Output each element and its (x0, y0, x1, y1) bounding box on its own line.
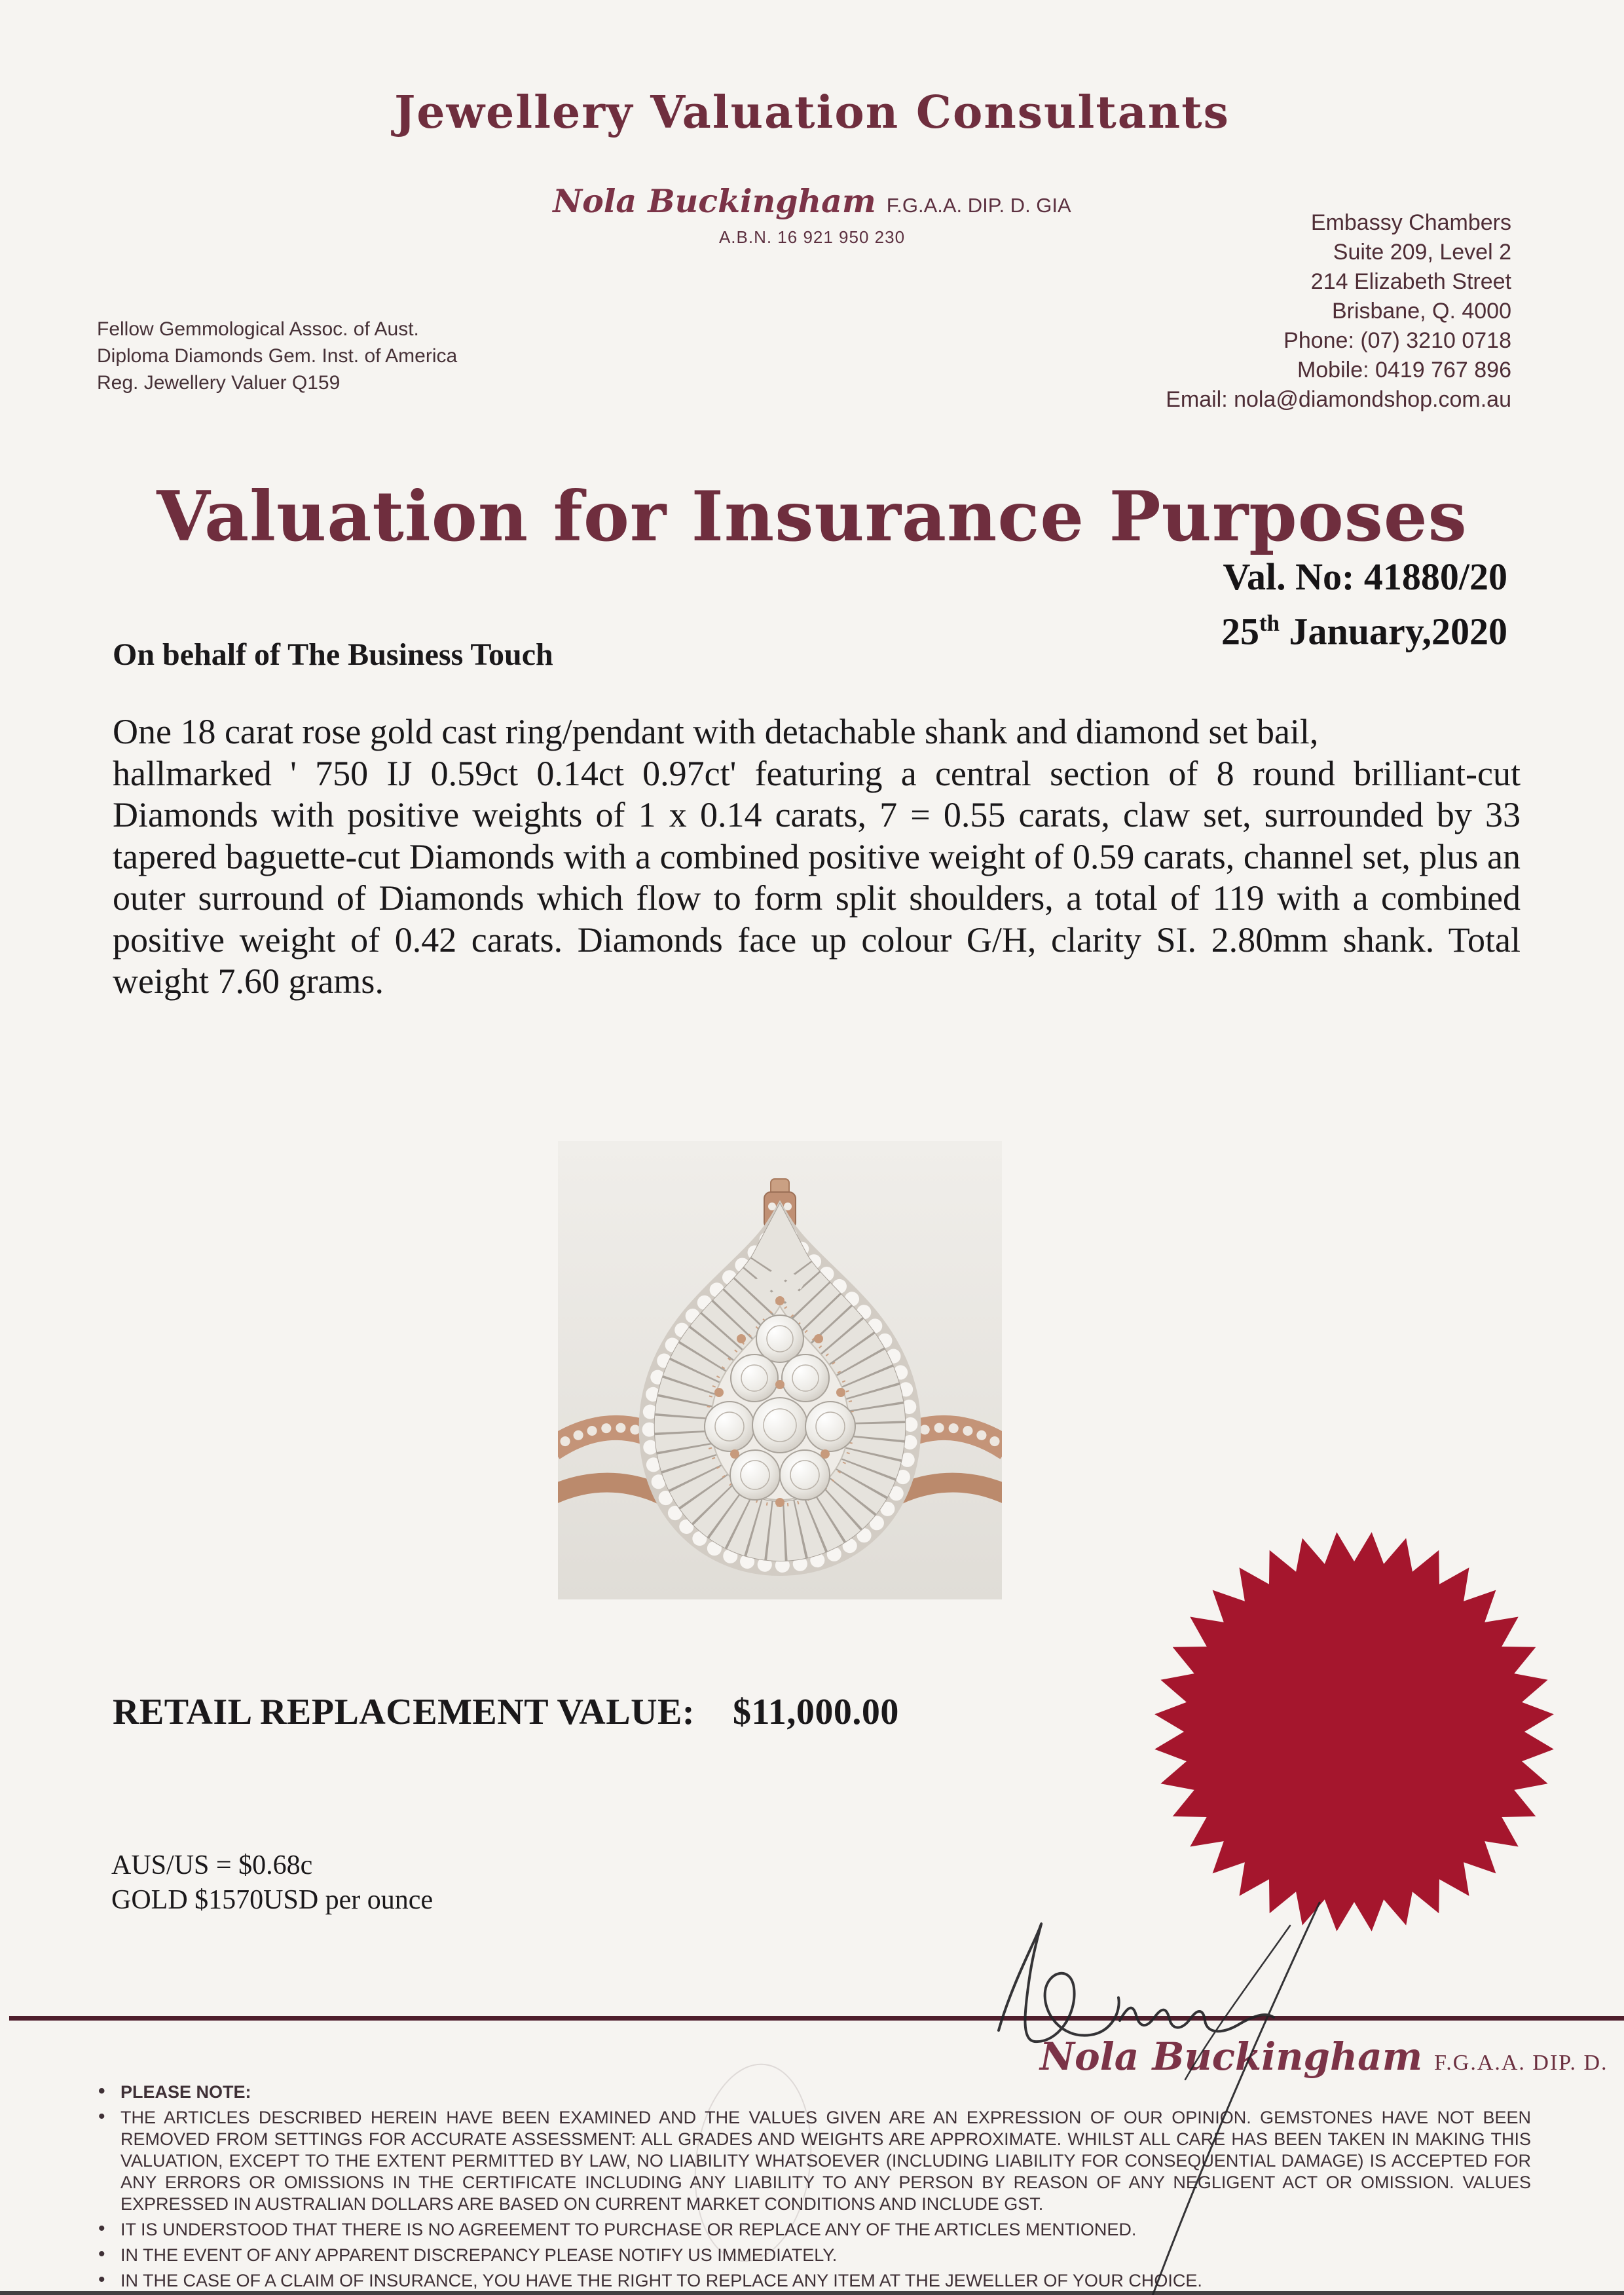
address-line-phone: Phone: (07) 3210 0718 (1283, 328, 1511, 353)
description-paragraph-1: One 18 carat rose gold cast ring/pendant with detachable shank and diamond set bail, (113, 712, 1319, 751)
membership-line: Fellow Gemmological Assoc. of Aust. (97, 318, 419, 340)
ring-photo (558, 1141, 1002, 1599)
valuer-name: Nola Buckingham (553, 182, 876, 220)
membership-line: Reg. Jewellery Valuer Q159 (97, 372, 341, 394)
note-item: • IT IS UNDERSTOOD THAT THERE IS NO AGREEMENT TO PURCHASE OR REPLACE ANY OF THE ARTICLES MENTIONED. (98, 2218, 1137, 2239)
address-line: Embassy Chambers (1310, 210, 1511, 235)
signatory-line (1040, 2034, 1608, 2079)
membership-line: Diploma Diamonds Gem. Inst. of America (97, 345, 458, 367)
address-line-email: Email: nola@diamondshop.com.au (1166, 387, 1511, 412)
abn-line: A.B.N. 16 921 950 230 (718, 227, 906, 247)
valuation-date: 25th January,2020 (1221, 610, 1507, 653)
red-seal (1154, 1531, 1555, 1932)
signatory-credentials: F.G.A.A. DIP. D. (1434, 2051, 1608, 2075)
retail-value-line (113, 1691, 899, 1733)
note-item: • IN THE CASE OF A CLAIM OF INSURANCE, YOU HAVE THE RIGHT TO REPLACE ANY ITEM AT THE JEWELLER OF YOUR CHOICE. (98, 2269, 1202, 2290)
signatory-name: Nola Buckingham (1040, 2034, 1423, 2079)
valuation-number: Val. No: 41880/20 (1223, 555, 1507, 598)
footer-notes (97, 2081, 1531, 2295)
address-line-mobile: Mobile: 0419 767 896 (1297, 358, 1511, 382)
item-description (113, 711, 1521, 1003)
retail-value-label: RETAIL REPLACEMENT VALUE: (113, 1692, 695, 1732)
memberships-block (97, 316, 457, 396)
retail-value-amount: $11,000.00 (733, 1692, 899, 1732)
org-name-heading: Jewellery Valuation Consultants (394, 86, 1230, 139)
address-line: 214 Elizabeth Street (1310, 269, 1511, 294)
client-line: On behalf of The Business Touch (113, 637, 553, 672)
scan-edge (0, 2291, 1624, 2295)
valuation-meta (1221, 553, 1507, 654)
document-title: Valuation for Insurance Purposes (157, 476, 1467, 557)
seal-starburst (1154, 1532, 1554, 1931)
note-item: • IN THE EVENT OF ANY APPARENT DISCREPANCY PLEASE NOTIFY US IMMEDIATELY. (98, 2243, 838, 2265)
description-paragraph-2: hallmarked ' 750 IJ 0.59ct 0.14ct 0.97ct' featuring a central section of 8 round brilliant-cut Diamonds with positive weights of 1 x 0.14 carats, 7 = 0.55 carats, claw set, surrounded by 33 tapered baguette-cut Diamonds with a combined positive weight of 0.59 carats, channel set, plus an outer surround of Diamonds which flow to form split shoulders, a total of 119 with a combined positive weight of 0.42 carats. Diamonds face up colour G/H, clarity SI. 2.80mm shank. Total weight 7.60 grams. (113, 753, 1521, 1001)
gold-price: GOLD $1570USD per ounce (111, 1885, 434, 1915)
aud-usd-rate: AUS/US = $0.68c (111, 1850, 313, 1880)
signature-rule (9, 2016, 1624, 2021)
address-line: Brisbane, Q. 4000 (1331, 299, 1511, 324)
exchange-rates-block (111, 1848, 433, 1918)
note-item: • PLEASE NOTE: (98, 2080, 251, 2102)
address-block (1166, 208, 1511, 415)
note-item: • THE ARTICLES DESCRIBED HEREIN HAVE BEEN EXAMINED AND THE VALUES GIVEN ARE AN EXPRESSION OF OUR OPINION. GEMSTONES HAVE NOT BEEN REMOVED FROM SETTINGS FOR ACCURATE ASSESSMENT: ALL GRADES AND WEIGHTS ARE APPROXIMATE. WHILST ALL CARE HAS BEEN TAKEN IN MAKING THIS VALUATION, EXCEPT TO THE EXTENT PERMITTED BY LAW, NO LIABILITY WHATSOEVER (INCLUDING LIABILITY FOR CONSEQUENTIAL DAMAGE) IS ACCEPTED FOR ANY ERRORS OR OMISSIONS IN THE CERTIFICATE INCLUDING ANY LIABILITY TO ANY PERSON BY REASON OF ANY NEGLIGENT ACT OR OMISSION. VALUES EXPRESSED IN AUSTRALIAN DOLLARS ARE BASED ON CURRENT MARKET CONDITIONS AND INCLUDE GST. (98, 2106, 1531, 2214)
address-line: Suite 209, Level 2 (1333, 240, 1511, 265)
valuer-credentials: F.G.A.A. DIP. D. GIA (886, 194, 1071, 217)
